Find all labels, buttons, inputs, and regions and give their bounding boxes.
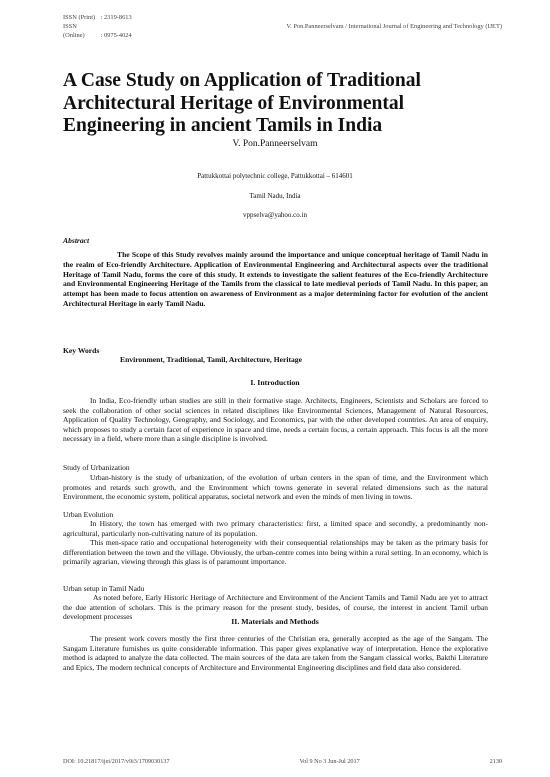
footer-doi: DOI: 10.21817/ijet/2017/v9i3/1709030137	[63, 758, 170, 765]
page-header	[63, 13, 502, 40]
subheading-urban-setup: Urban setup in Tamil Nadu	[63, 584, 145, 593]
methods-paragraph-1-text: The present work covers mostly the first three centuries of the Christian era, generally accepted as the age of the Sangam. The Sangam Literature furnishes us quite considerable information. This paper gives explanative way of interpretation. Hence the explorative method is adapted to analyze the data collected. The main sources of the data are taken from the Sangam classical works, Bakthi Literature and Epics, The modern technical concepts of Architecture and Environmental Engineering disciplines and field data also considered.	[63, 634, 488, 672]
abstract-heading: Abstract	[63, 236, 90, 245]
abstract-body: The Scope of this Study revolves mainly around the importance and unique conceptual heritage of Tamil Nadu in the realm of Eco-friendly Architecture. Application of Environmental Engineering and Architectural aspects over the traditional Heritage of Tamil Nadu, forms the core of this study. It extends to investigate the salient features of the Eco-friendly Architecture and Environmental Engineering Heritage of the Tamils from the classical to late medieval periods of Tamil Nadu. In this paper, an attempt has been made to focus attention on awareness of Environment as a major determining factor for evolution of the ancient Architectural Heritage in early Tamil Nadu.	[63, 250, 488, 308]
intro-paragraph-2-text: Urban-history is the study of urbanization, of the evolution of urban centers in the span of time, and the Environment which promotes and retards such growth, and the Environment which towns generate in several related dimensions such as the natural Environment, the economic system, political apparatus, societal network and even the minds of men living in towns.	[63, 473, 488, 502]
intro-paragraph-3	[63, 519, 488, 538]
header-row-print	[63, 13, 502, 22]
issn-print-label: ISSN (Print)	[63, 14, 96, 21]
issn-print-value: : 2319-8613	[100, 14, 132, 21]
intro-paragraph-1	[63, 396, 488, 444]
subheading-urban-evolution: Urban Evolution	[63, 510, 114, 519]
methods-paragraph-1	[63, 634, 488, 672]
running-title: V. Pon.Panneerselvam / International Journal of Engineering and Technology (IJET)	[286, 23, 502, 30]
author-location: Tamil Nadu, India	[249, 192, 301, 200]
paper-title: A Case Study on Application of Traditional Architectural Heritage of Environmental Engineering in ancient Tamils in India	[63, 70, 421, 136]
section-heading-introduction: I. Introduction	[250, 378, 300, 387]
author-email: vppselva@yahoo.co.in	[243, 211, 307, 219]
issn-online	[63, 22, 132, 40]
keywords-list: Environment, Traditional, Tamil, Architecture, Heritage	[120, 355, 302, 364]
issn-online-label: ISSN (Online)	[63, 23, 85, 39]
section-heading-materials-methods: II. Materials and Methods	[231, 617, 319, 626]
issn-online-value: : 0975-4024	[100, 32, 132, 39]
keywords-heading: Key Words	[63, 346, 100, 355]
page-footer	[63, 758, 502, 765]
abstract-text	[63, 250, 488, 309]
author-name: V. Pon.Panneerselvam	[232, 139, 318, 149]
header-row-online	[63, 22, 502, 40]
intro-paragraph-2	[63, 473, 488, 502]
issn-print	[63, 13, 132, 22]
intro-paragraph-5-text: As noted before, Early Historic Heritage of Architecture and Environment of the Ancient Tamils and Tamil Nadu are yet to attract the due attention of scholars. This is the primary reason for the present study, besides, of course, the interest in ancient Tamil urban development processes	[63, 593, 488, 622]
footer-volume: Vol 9 No 3 Jun-Jul 2017	[299, 758, 360, 765]
intro-paragraph-4	[63, 538, 488, 567]
intro-paragraph-4-text: This men-space ratio and occupational heterogeneity with their consequential relationships may be taken as the primary basis for differentiation between the town and the village. Obviously, the urban-centre comes into being within a rural setting. In an economy, which is primarily agrarian, viewing through this glass is of paramount importance.	[63, 538, 488, 567]
subheading-study-of-urbanization: Study of Urbanization	[63, 463, 130, 472]
intro-paragraph-3-text: In History, the town has emerged with two primary characteristics: first, a limited space and secondly, a predominantly non-agricultural, particularly non-cultivating nature of its population.	[63, 519, 488, 538]
author-affiliation: Pattukkottai polytechnic college, Pattukkottai – 614601	[197, 172, 353, 180]
intro-paragraph-1-text: In India, Eco-friendly urban studies are still in their formative stage. Architects, Engineers, Scientists and Scholars are forced to seek the collaboration of other social sciences in related disciplines like Environmental Sciences, Management of Natural Resources, Application of Quality Technology, Geography, and Sociology, and Economics, par with the other developed countries. An area of enquiry, which proposes to study a certain facet of experience in space and time, needs a certain focus, a certain approach. This focus is all the more necessary in a field, where more than a single discipline is involved.	[63, 396, 488, 444]
footer-page-number: 2130	[489, 758, 502, 765]
